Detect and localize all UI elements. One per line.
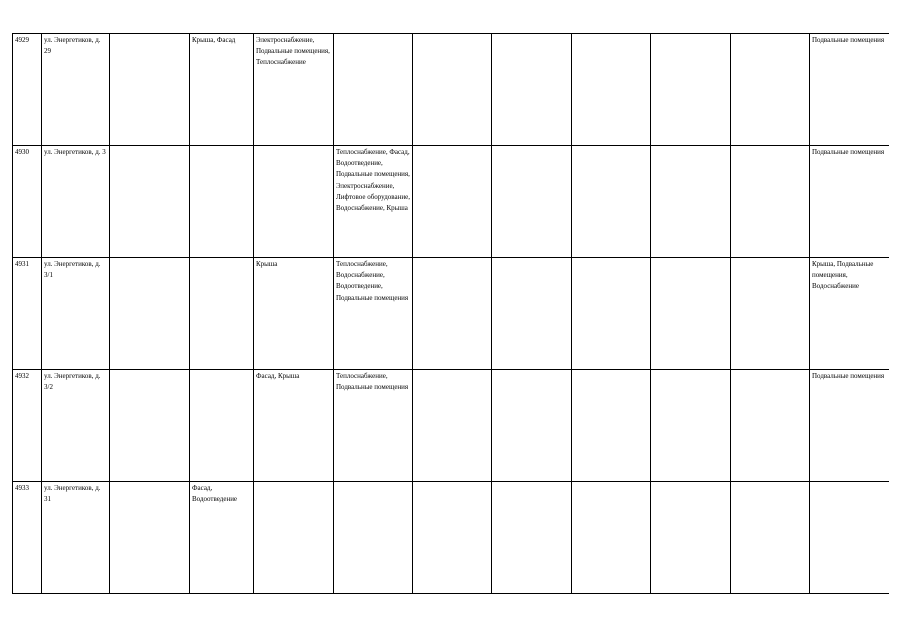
table-cell bbox=[254, 482, 334, 594]
table-cell bbox=[572, 370, 651, 482]
table-row bbox=[13, 34, 889, 146]
cell-text bbox=[415, 483, 490, 593]
table-cell bbox=[731, 482, 810, 594]
cell-text bbox=[336, 483, 411, 593]
cell-text bbox=[574, 147, 649, 257]
table-cell bbox=[334, 34, 413, 146]
row-number-cell bbox=[13, 34, 42, 146]
cell-text bbox=[256, 147, 332, 257]
cell-text bbox=[653, 35, 729, 145]
table-cell bbox=[334, 146, 413, 258]
row-number: 4929 bbox=[15, 36, 29, 44]
table-cell bbox=[651, 482, 731, 594]
table-cell bbox=[651, 258, 731, 370]
cell-text bbox=[192, 147, 252, 257]
row-number: 4930 bbox=[15, 148, 29, 156]
cell-text: Подвальные помещения bbox=[812, 372, 885, 380]
table-cell bbox=[572, 146, 651, 258]
table-cell bbox=[190, 146, 254, 258]
table-cell bbox=[413, 258, 492, 370]
table-cell bbox=[110, 258, 190, 370]
row-number: 4933 bbox=[15, 484, 29, 492]
table-cell bbox=[110, 370, 190, 482]
table-cell bbox=[731, 370, 810, 482]
data-table bbox=[12, 33, 889, 594]
table-row bbox=[13, 146, 889, 258]
table-row bbox=[13, 258, 889, 370]
table-cell bbox=[731, 146, 810, 258]
table-cell bbox=[810, 258, 889, 370]
table-cell bbox=[190, 34, 254, 146]
table-row bbox=[13, 370, 889, 482]
table-cell bbox=[254, 146, 334, 258]
table-cell bbox=[651, 370, 731, 482]
cell-text: Крыша, Фасад bbox=[192, 36, 236, 44]
address-cell bbox=[42, 146, 110, 258]
cell-text bbox=[256, 483, 332, 593]
table-cell bbox=[413, 34, 492, 146]
cell-text bbox=[733, 35, 808, 145]
table-cell bbox=[572, 258, 651, 370]
table-cell bbox=[572, 482, 651, 594]
cell-text bbox=[494, 259, 570, 369]
table-cell bbox=[334, 370, 413, 482]
table-cell bbox=[413, 482, 492, 594]
cell-text bbox=[112, 371, 188, 481]
cell-text bbox=[494, 371, 570, 481]
table-cell bbox=[254, 34, 334, 146]
cell-text: Крыша bbox=[256, 260, 278, 268]
table-cell bbox=[413, 370, 492, 482]
row-number-cell bbox=[13, 482, 42, 594]
row-number-cell bbox=[13, 370, 42, 482]
table-cell bbox=[334, 258, 413, 370]
table-cell bbox=[492, 34, 572, 146]
address: ул. Энергетиков, д. 29 bbox=[44, 36, 101, 56]
address: ул. Энергетиков, д. 3 bbox=[44, 148, 106, 156]
address-cell bbox=[42, 482, 110, 594]
table-cell bbox=[810, 34, 889, 146]
table-cell bbox=[190, 482, 254, 594]
cell-text bbox=[415, 147, 490, 257]
cell-text bbox=[192, 371, 252, 481]
row-number-cell bbox=[13, 258, 42, 370]
table-cell bbox=[110, 146, 190, 258]
table-cell bbox=[110, 482, 190, 594]
cell-text bbox=[574, 371, 649, 481]
cell-text: Электроснабжение, Подвальные помещения, Теплоснабжение bbox=[256, 36, 330, 67]
address-cell bbox=[42, 258, 110, 370]
cell-text bbox=[574, 483, 649, 593]
cell-text: Теплоснабжение, Водоснабжение, Водоотведение, Подвальные помещения bbox=[336, 260, 409, 302]
cell-text bbox=[494, 147, 570, 257]
cell-text bbox=[494, 483, 570, 593]
address: ул. Энергетиков, д. 3/1 bbox=[44, 260, 101, 280]
table-cell bbox=[810, 482, 889, 594]
table-cell bbox=[492, 258, 572, 370]
row-number: 4932 bbox=[15, 372, 29, 380]
cell-text bbox=[733, 371, 808, 481]
cell-text bbox=[653, 259, 729, 369]
table-cell bbox=[572, 34, 651, 146]
table-cell bbox=[334, 482, 413, 594]
cell-text bbox=[653, 147, 729, 257]
address-cell bbox=[42, 370, 110, 482]
cell-text bbox=[733, 259, 808, 369]
table-cell bbox=[492, 146, 572, 258]
table-cell bbox=[810, 370, 889, 482]
table-cell bbox=[731, 258, 810, 370]
table-cell bbox=[190, 258, 254, 370]
table-cell bbox=[254, 258, 334, 370]
table-cell bbox=[731, 34, 810, 146]
cell-text: Фасад, Водоотведение bbox=[192, 484, 238, 504]
cell-text: Теплоснабжение, Фасад, Водоотведение, Подвальные помещения, Электроснабжение, Лифтовое оборудование, Водоснабжение, Крыша bbox=[336, 148, 410, 213]
table-cell bbox=[492, 482, 572, 594]
table-cell bbox=[651, 146, 731, 258]
cell-text: Крыша, Подвальные помещения, Водоснабжение bbox=[812, 260, 874, 291]
cell-text: Подвальные помещения bbox=[812, 148, 885, 156]
cell-text bbox=[574, 259, 649, 369]
cell-text bbox=[494, 35, 570, 145]
address: ул. Энергетиков, д. 3/2 bbox=[44, 372, 101, 392]
table-cell bbox=[190, 370, 254, 482]
cell-text bbox=[336, 35, 411, 145]
table-cell bbox=[810, 146, 889, 258]
table-row bbox=[13, 482, 889, 594]
cell-text: Подвальные помещения bbox=[812, 36, 885, 44]
cell-text bbox=[112, 259, 188, 369]
cell-text: Теплоснабжение, Подвальные помещения bbox=[336, 372, 409, 392]
cell-text bbox=[653, 483, 729, 593]
cell-text bbox=[192, 259, 252, 369]
cell-text bbox=[574, 35, 649, 145]
cell-text bbox=[112, 483, 188, 593]
table-cell bbox=[110, 34, 190, 146]
cell-text bbox=[415, 35, 490, 145]
cell-text: Фасад, Крыша bbox=[256, 372, 300, 380]
table-cell bbox=[492, 370, 572, 482]
address-cell bbox=[42, 34, 110, 146]
table-cell bbox=[254, 370, 334, 482]
cell-text bbox=[812, 483, 888, 593]
cell-text bbox=[112, 147, 188, 257]
cell-text bbox=[112, 35, 188, 145]
cell-text bbox=[415, 371, 490, 481]
address: ул. Энергетиков, д. 31 bbox=[44, 484, 101, 504]
table-cell bbox=[651, 34, 731, 146]
row-number: 4931 bbox=[15, 260, 29, 268]
cell-text bbox=[653, 371, 729, 481]
cell-text bbox=[733, 147, 808, 257]
cell-text bbox=[733, 483, 808, 593]
cell-text bbox=[415, 259, 490, 369]
table-cell bbox=[413, 146, 492, 258]
row-number-cell bbox=[13, 146, 42, 258]
